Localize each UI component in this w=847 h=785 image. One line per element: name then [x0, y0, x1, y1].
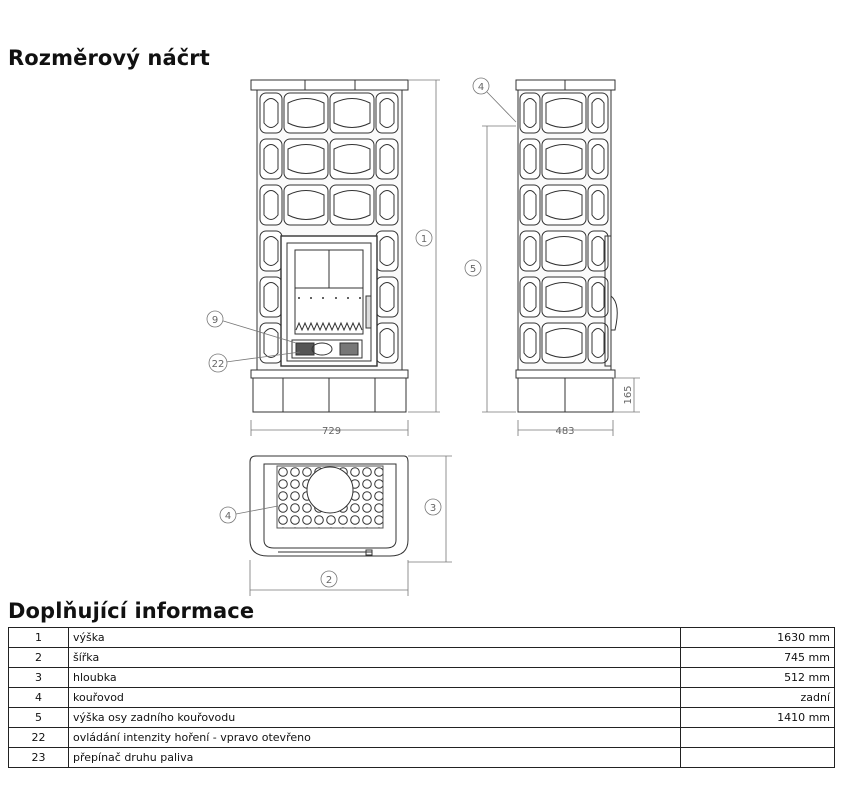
table-row [9, 648, 835, 668]
table-row [9, 728, 835, 748]
row-number: 5 [9, 708, 69, 728]
row-value: 512 mm [681, 668, 835, 688]
svg-text:22: 22 [211, 359, 225, 370]
row-label: výška osy zadního kouřovodu [69, 708, 681, 728]
row-number: 4 [9, 688, 69, 708]
row-label: kouřovod [69, 688, 681, 708]
table-row [9, 628, 835, 648]
section-title-info: Doplňující informace [8, 599, 255, 623]
callout-5 [465, 260, 481, 276]
table-row [9, 668, 835, 688]
row-value: 745 mm [681, 648, 835, 668]
base-height-dim: 165 [623, 385, 634, 405]
row-value [681, 748, 835, 768]
callout-3 [425, 499, 441, 515]
row-label: hloubka [69, 668, 681, 688]
callout-22 [209, 354, 227, 372]
svg-text:5: 5 [469, 264, 477, 275]
table-row [9, 748, 835, 768]
top-view [250, 456, 408, 556]
row-value: zadní [681, 688, 835, 708]
row-value: 1630 mm [681, 628, 835, 648]
side-depth-dim: 483 [555, 426, 575, 437]
table-row [9, 688, 835, 708]
front-width-dim: 729 [322, 426, 342, 437]
row-number: 22 [9, 728, 69, 748]
row-number: 3 [9, 668, 69, 688]
row-value: 1410 mm [681, 708, 835, 728]
callout-9 [207, 311, 223, 327]
svg-text:9: 9 [211, 315, 219, 326]
callout-1 [416, 230, 432, 246]
svg-text:4: 4 [224, 511, 232, 522]
row-label: přepínač druhu paliva [69, 748, 681, 768]
side-view [516, 80, 617, 412]
svg-text:4: 4 [477, 82, 485, 93]
row-label: výška [69, 628, 681, 648]
callout-4-side [473, 78, 489, 94]
svg-text:2: 2 [325, 575, 333, 586]
row-number: 23 [9, 748, 69, 768]
svg-text:3: 3 [429, 503, 437, 514]
row-number: 1 [9, 628, 69, 648]
callout-4-top [220, 507, 236, 523]
row-number: 2 [9, 648, 69, 668]
row-label: šířka [69, 648, 681, 668]
info-table [8, 627, 835, 768]
callout-2 [321, 571, 337, 587]
row-value [681, 728, 835, 748]
svg-text:1: 1 [420, 234, 428, 245]
table-row [9, 708, 835, 728]
section-title-sketch: Rozměrový náčrt [8, 46, 210, 70]
row-label: ovládání intenzity hoření - vpravo otevřeno [69, 728, 681, 748]
front-view [251, 80, 408, 412]
